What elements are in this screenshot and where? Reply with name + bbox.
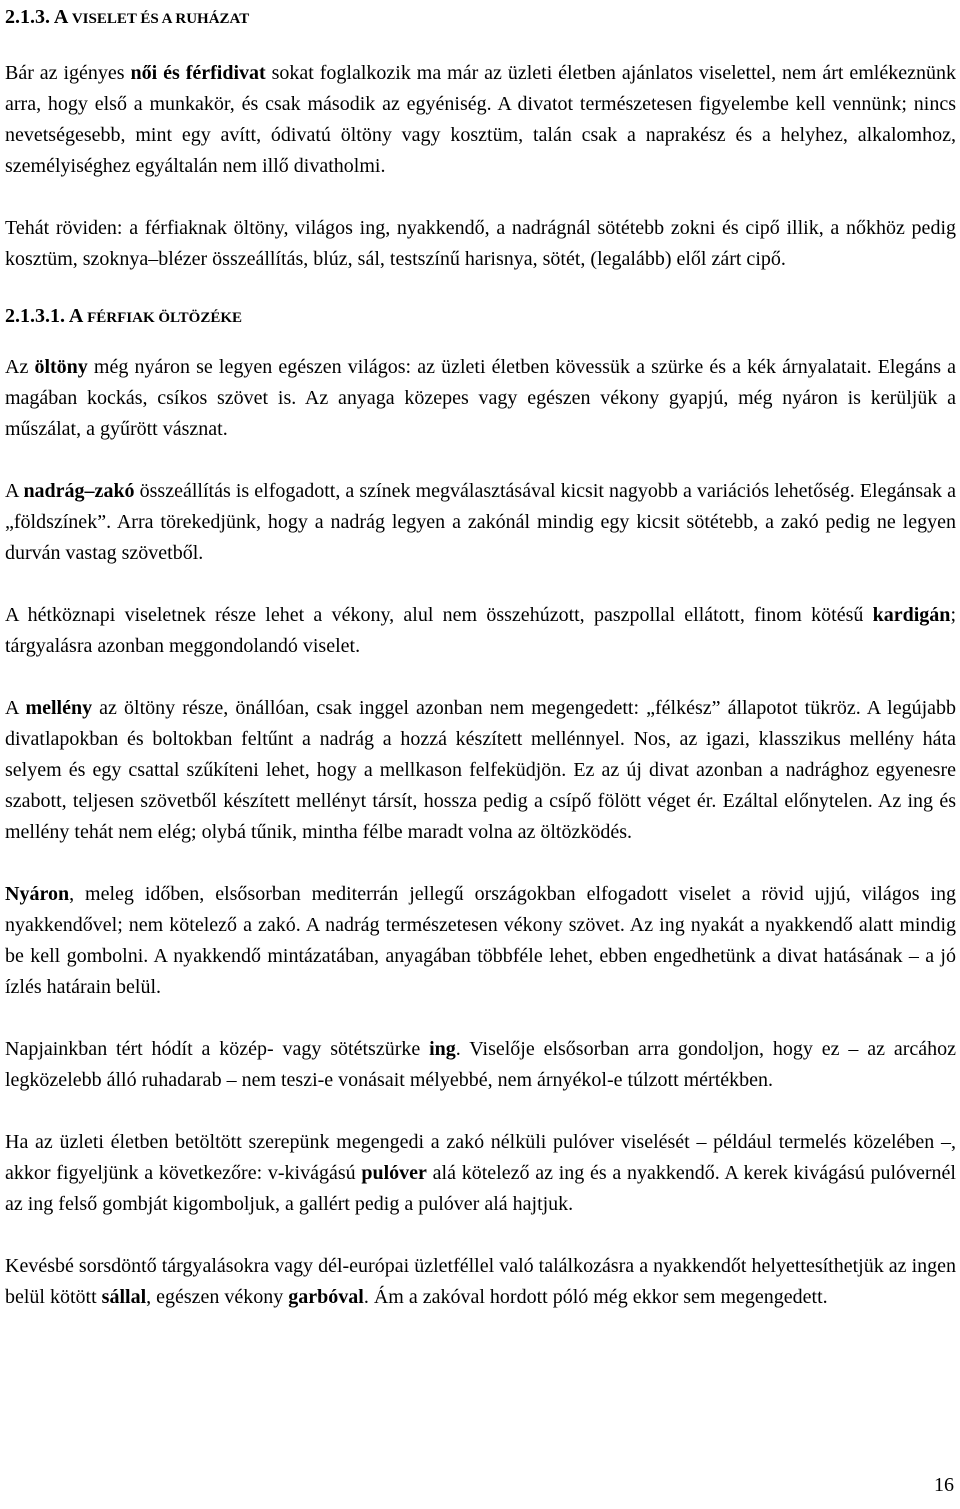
bold-term: ing <box>429 1038 456 1060</box>
text-run: Ha az üzleti életben betöltött szerepünk megengedi a zakó nélküli pulóver viselését – például termelés közelében –, akkor figyeljünk a következőre: v-kivágású <box>5 1131 956 1184</box>
section-title-initial: A <box>53 6 69 28</box>
bold-term: nadrág–zakó <box>23 480 135 502</box>
paragraph-nyaron <box>5 879 956 1003</box>
page-number: 16 <box>934 1474 954 1496</box>
text-run: Tehát röviden: a férfiaknak öltöny, világos ing, nyakkendő, a nadrágnál sötétebb zokni és cipő illik, a nőkhöz pedig kosztüm, szoknya–blézer összeállítás, blúz, sál, testszínű harisnya, sötét, (legalább) elől zárt cipő. <box>5 217 956 270</box>
subsection-number: 2.1.3.1. <box>5 305 65 327</box>
text-run: . Viselője elsősorban arra gondoljon, hogy ez – az arcához legközelebb álló ruhadarab – nem teszi-e vonásait mélyebbé, nem árnyékol-e túlzott mértékben. <box>5 1038 956 1091</box>
text-run: Napjainkban tért hódít a közép- vagy sötétszürke <box>5 1038 430 1060</box>
text-run: alá kötelező az ing és a nyakkendő. A kerek kivágású pulóvernél az ing felső gombját kigomboljuk, a gallért pedig a pulóver alá hajtjuk. <box>5 1162 956 1215</box>
text-run: A hétköznapi viseletnek része lehet a vékony, alul nem összehúzott, paszpollal ellátott, finom kötésű <box>5 604 873 626</box>
text-run: Az <box>5 356 35 378</box>
paragraph-sal-garbo <box>5 1251 956 1313</box>
bold-term: kardigán <box>872 604 951 626</box>
text-run: A <box>5 697 26 719</box>
text-run: Bár az igényes <box>5 62 131 84</box>
bold-term: Nyáron <box>5 883 70 905</box>
paragraph-intro-1 <box>5 58 956 182</box>
bold-term: öltöny <box>34 356 88 378</box>
subsection-title-rest: FÉRFIAK ÖLTÖZÉKE <box>83 310 243 326</box>
bold-term: mellény <box>25 697 93 719</box>
paragraph-pulover <box>5 1127 956 1220</box>
text-run: ; tárgyalásra azonban meggondolandó viselet. <box>5 604 956 657</box>
paragraph-oltony <box>5 352 956 445</box>
bold-term: pulóver <box>361 1162 427 1184</box>
document-page <box>5 0 956 1313</box>
text-run: sokat foglalkozik ma már az üzleti életben ajánlatos viselettel, nem árt emlékeznünk arra, hogy első a munkakör, és csak második az egyéniség. A divatot természetesen figyelembe kell vennünk; nincs nevetségesebb, mint egy avítt, ódivatú öltöny vagy kosztüm, talán csak a naprakész és a helyhez, alkalomhoz, személyiséghez egyáltalán nem illő divatholmi. <box>5 62 956 177</box>
section-title-rest: VISELET ÉS A RUHÁZAT <box>68 11 250 27</box>
bold-term: garbóval <box>288 1286 364 1308</box>
paragraph-ing <box>5 1034 956 1096</box>
bold-term: sállal <box>101 1286 147 1308</box>
section-number: 2.1.3. <box>5 6 50 28</box>
text-run: még nyáron se legyen egészen világos: az üzleti életben kövessük a szürke és a kék árnyalatait. Elegáns a magában kockás, csíkos szövet is. Az anyaga közepes vagy egészen vékony gyapjú, még nyáron is kerüljük a műszálat, a gyűrött vásznat. <box>5 356 957 440</box>
text-run: , meleg időben, elsősorban mediterrán jellegű országokban elfogadott viselet a rövid ujjú, világos ing nyakkendővel; nem kötelező a zakó. A nadrág természetesen vékony szövet. Az ing nyakát a nyakkendő alatt mindig be kell gombolni. A nyakkendő mintázatában, anyagában többféle lehet, ebben engedhetünk a divat hatásának – a jó ízlés határain belül. <box>5 883 956 998</box>
section-heading <box>5 0 956 33</box>
text-run: az öltöny része, önállóan, csak inggel azonban nem megengedett: „félkész” állapotot tükröz. A legújabb divatlapokban és boltokban feltűnt a nadrág a hozzá készített mellénnyel. Nos, az igazi, klasszikus mellény háta selyem és egy csattal szűkíteni lehet, hogy a mellkason felfeküdjön. Ez az új divat azonban a nadrághoz egyenesre szabott, teljesen szövetből készített mellényt társít, hossza pedig a csípő fölött véget ér. Ezáltal előnytelen. Az ing és mellény tehát nem elég; olybá tűnik, mintha félbe maradt volna az öltözködés. <box>5 697 957 843</box>
text-run: Kevésbé sorsdöntő tárgyalásokra vagy dél-európai üzletféllel való találkozásra a nyakkendőt helyettesíthetjük az ingen belül kötött <box>5 1255 956 1308</box>
text-run: . Ám a zakóval hordott póló még ekkor sem megengedett. <box>363 1286 828 1308</box>
text-run: , egészen vékony <box>146 1286 289 1308</box>
paragraph-kardigan <box>5 600 956 662</box>
bold-term: női és férfidivat <box>130 62 266 84</box>
paragraph-melleny <box>5 693 956 848</box>
paragraph-intro-2 <box>5 213 956 275</box>
subsection-heading <box>5 301 956 332</box>
text-run: összeállítás is elfogadott, a színek megválasztásával kicsit nagyobb a variációs lehetőség. Elegánsak a „földszínek”. Arra törekedjünk, hogy a nadrág legyen a zakónál mindig egy kicsit sötétebb, a zakó pedig ne legyen durván vastag szövetből. <box>5 480 956 564</box>
text-run: A <box>5 480 24 502</box>
paragraph-nadrag-zako <box>5 476 956 569</box>
subsection-title-initial: A <box>68 305 84 327</box>
